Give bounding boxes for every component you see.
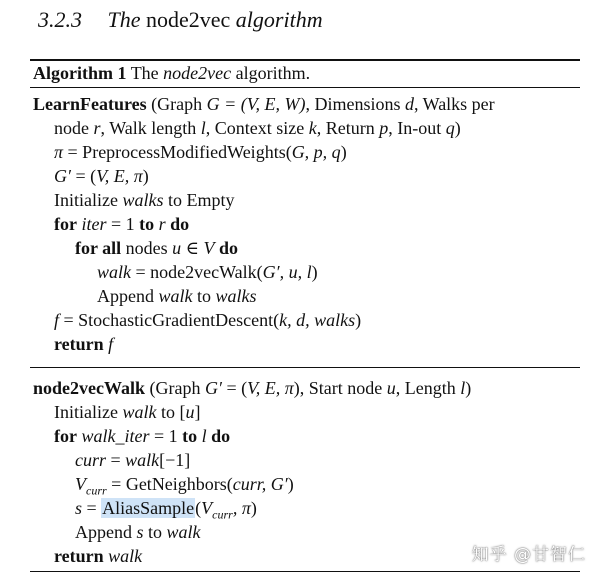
math: V [201,498,213,518]
math: u [172,238,182,258]
keyword: for [54,426,77,446]
text: Append [75,522,137,542]
text: = GetNeighbors( [106,474,233,494]
node2vecwalk-signature [33,377,471,399]
code-line [54,401,200,423]
text: = StochasticGradientDescent( [59,310,280,330]
text: to [ [156,402,186,422]
text: , Length [395,378,461,398]
algorithm-bottom-rule [30,571,580,572]
math: G′, u, l [262,262,312,282]
code-line [97,261,318,283]
text: nodes [121,238,173,258]
keyword: to [182,426,198,446]
algorithm-title-suffix: algorithm. [235,63,311,83]
text: (Graph [146,94,207,114]
keyword: for all [75,238,122,258]
math: r [154,214,166,234]
text: = [106,450,126,470]
text: = PreprocessModifiedWeights( [63,142,292,162]
text: Initialize [54,402,123,422]
math: curr, G′ [232,474,288,494]
math: l [200,118,206,138]
code-line [54,189,234,211]
text: = ( [221,378,248,398]
math: curr [75,450,106,470]
math: s [75,498,83,518]
math: , π [232,498,251,518]
text: = [82,498,102,518]
learnfeatures-signature-line-2 [54,117,461,139]
text: ) [287,474,294,494]
text: node [54,118,94,138]
text: (Graph [145,378,205,398]
math: G = (V, E, W) [206,94,306,114]
text: ) [250,498,257,518]
math: f [54,310,60,330]
math: q [445,118,455,138]
keyword: do [165,214,190,234]
math: G′ [54,166,71,186]
math: walk [97,262,131,282]
math: walk [166,522,201,542]
text: = 1 [149,426,183,446]
math: iter [76,214,107,234]
node2vecwalk-name: node2vecWalk [33,378,146,398]
text: = 1 [106,214,140,234]
math: l [197,426,207,446]
section-title-name: node2vec [146,7,231,32]
keyword: to [139,214,155,234]
keyword: do [206,426,231,446]
code-line [54,425,230,447]
text: Append [97,286,159,306]
math: u [185,402,195,422]
math: G, p, q [291,142,341,162]
keyword: do [214,238,239,258]
math: d [404,94,414,114]
algorithm-top-rule [30,59,580,61]
text: ] [194,402,201,422]
code-line [75,449,190,471]
algorithm-header-rule [30,87,580,88]
math-subscript: curr [86,483,107,498]
math: π [54,142,64,162]
math: walks [122,190,164,210]
math: walk_iter [76,426,150,446]
math: V, E, π [247,378,294,398]
math: walk [122,402,157,422]
code-line [75,237,238,259]
text: ∈ [181,238,204,258]
code-line [54,165,149,187]
algorithm-label: Algorithm 1 [33,63,127,83]
text: ( [195,498,202,518]
section-title-prefix: The [107,7,141,32]
math: f [103,334,114,354]
text: [−1] [159,450,191,470]
text: ), Start node [293,378,387,398]
text: ) [340,142,347,162]
math-subscript: curr [212,507,233,522]
text: , In-out [388,118,446,138]
math: u [386,378,396,398]
math: walk [158,286,193,306]
keyword: return [54,334,104,354]
text: to [192,286,216,306]
algorithm-title [33,63,310,84]
math: G′ [205,378,222,398]
text: , Walk length [100,118,201,138]
text: ) [355,310,362,330]
keyword: for [54,214,77,234]
code-line [54,309,361,331]
math: k [308,118,317,138]
text: to [143,522,167,542]
text: , Walks per [413,94,495,114]
text: ) [454,118,461,138]
section-title-suffix: algorithm [235,7,323,32]
text: = node2vecWalk( [131,262,263,282]
learnfeatures-name: LearnFeatures [33,94,147,114]
keyword: return [54,546,104,566]
math: l [460,378,466,398]
text: , Return [316,118,380,138]
text: , Context size [205,118,309,138]
section-heading [38,7,323,33]
math: walks [215,286,257,306]
algorithm-title-prefix: The [130,63,159,83]
math: r [93,118,101,138]
math: V [203,238,215,258]
text: , Dimensions [305,94,405,114]
text: ) [142,166,149,186]
alias-sample-highlight: AliasSample [102,498,195,518]
math: walk [103,546,143,566]
text: ) [465,378,472,398]
text: Initialize [54,190,123,210]
code-line [54,141,347,163]
code-line [54,545,142,567]
learnfeatures-signature-line-1 [33,93,495,115]
math: walk [125,450,160,470]
section-number: 3.2.3 [38,7,82,32]
code-line [54,213,189,235]
math: V, E, π [96,166,143,186]
math: V [75,474,86,494]
code-line [54,333,113,355]
code-line [75,521,201,543]
math: k, d, walks [279,310,356,330]
math: p [379,118,389,138]
text: ) [311,262,318,282]
procedure-separator-rule [30,367,580,368]
algorithm-title-name: node2vec [163,63,232,83]
text: = ( [70,166,97,186]
zhihu-watermark: 知乎 @甘智仁 [471,545,586,565]
code-line [97,285,257,307]
text: to Empty [163,190,235,210]
math: s [136,522,144,542]
